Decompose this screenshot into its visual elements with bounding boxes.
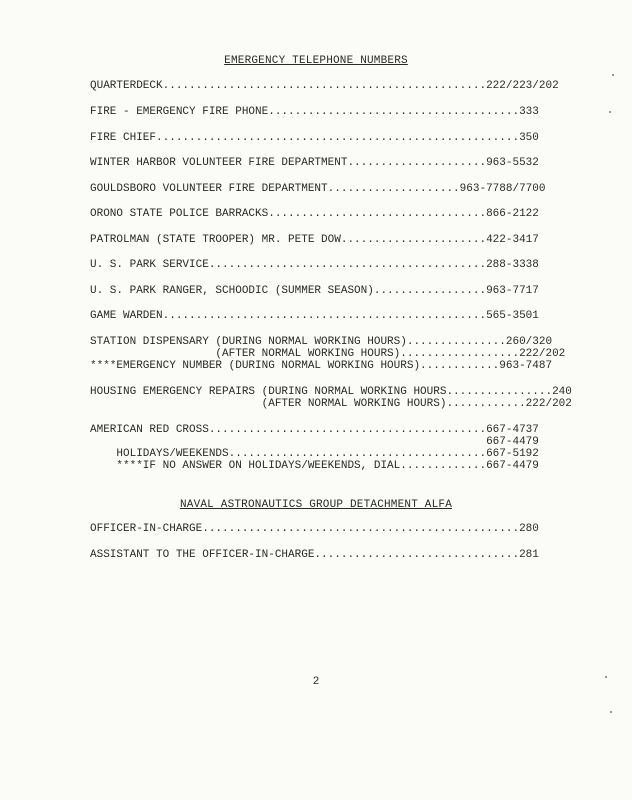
paper-speck xyxy=(610,711,612,713)
entry-dispensary-normal: STATION DISPENSARY (DURING NORMAL WORKING HOURS)...............260/320 xyxy=(90,336,553,348)
entry-game-warden: GAME WARDEN.................................................565-3501 xyxy=(90,310,539,322)
entry-officer-in-charge: OFFICER-IN-CHARGE................................................280 xyxy=(90,523,539,535)
paper-speck xyxy=(612,74,614,76)
entry-red-cross-holidays: HOLIDAYS/WEEKENDS.......................................667-5192 xyxy=(90,448,539,460)
entry-park-service: U. S. PARK SERVICE..........................................288-3338 xyxy=(90,259,539,271)
entry-patrolman: PATROLMAN (STATE TROOPER) MR. PETE DOW......................422-3417 xyxy=(90,234,539,246)
entry-park-ranger: U. S. PARK RANGER, SCHOODIC (SUMMER SEASON).................963-7717 xyxy=(90,285,539,297)
entry-dispensary-after: (AFTER NORMAL WORKING HOURS)..................222/202 xyxy=(90,348,566,360)
entry-quarterdeck: QUARTERDECK.................................................222/223/202 xyxy=(90,80,559,92)
entry-red-cross: AMERICAN RED CROSS..........................................667-4737 xyxy=(90,424,539,436)
entry-assistant-officer: ASSISTANT TO THE OFFICER-IN-CHARGE...............................281 xyxy=(90,549,539,561)
entry-red-cross-alt: 667-4479 xyxy=(90,436,539,448)
entry-housing-after: (AFTER NORMAL WORKING HOURS)............222/202 xyxy=(90,398,572,410)
entry-housing-normal: HOUSING EMERGENCY REPAIRS (DURING NORMAL WORKING HOURS................240 xyxy=(90,386,572,398)
entry-orono-police: ORONO STATE POLICE BARRACKS.................................866-2122 xyxy=(90,208,539,220)
heading-naval-detachment: NAVAL ASTRONAUTICS GROUP DETACHMENT ALFA xyxy=(179,499,453,511)
heading-emergency-numbers: EMERGENCY TELEPHONE NUMBERS xyxy=(224,55,408,67)
entry-red-cross-no-answer: ****IF NO ANSWER ON HOLIDAYS/WEEKENDS, DIAL.............667-4479 xyxy=(90,460,539,472)
paper-speck xyxy=(609,111,611,113)
page-number: 2 xyxy=(312,676,320,688)
entry-gouldsboro-fire: GOULDSBORO VOLUNTEER FIRE DEPARTMENT....................963-7788/7700 xyxy=(90,183,546,195)
entry-emergency-number: ****EMERGENCY NUMBER (DURING NORMAL WORKING HOURS)............963-7487 xyxy=(90,360,553,372)
entry-fire-emergency: FIRE - EMERGENCY FIRE PHONE......................................333 xyxy=(90,106,539,118)
entry-fire-chief: FIRE CHIEF.......................................................350 xyxy=(90,132,539,144)
entry-winter-harbor-fire: WINTER HARBOR VOLUNTEER FIRE DEPARTMENT.....................963-5532 xyxy=(90,157,539,169)
paper-speck xyxy=(605,676,607,678)
